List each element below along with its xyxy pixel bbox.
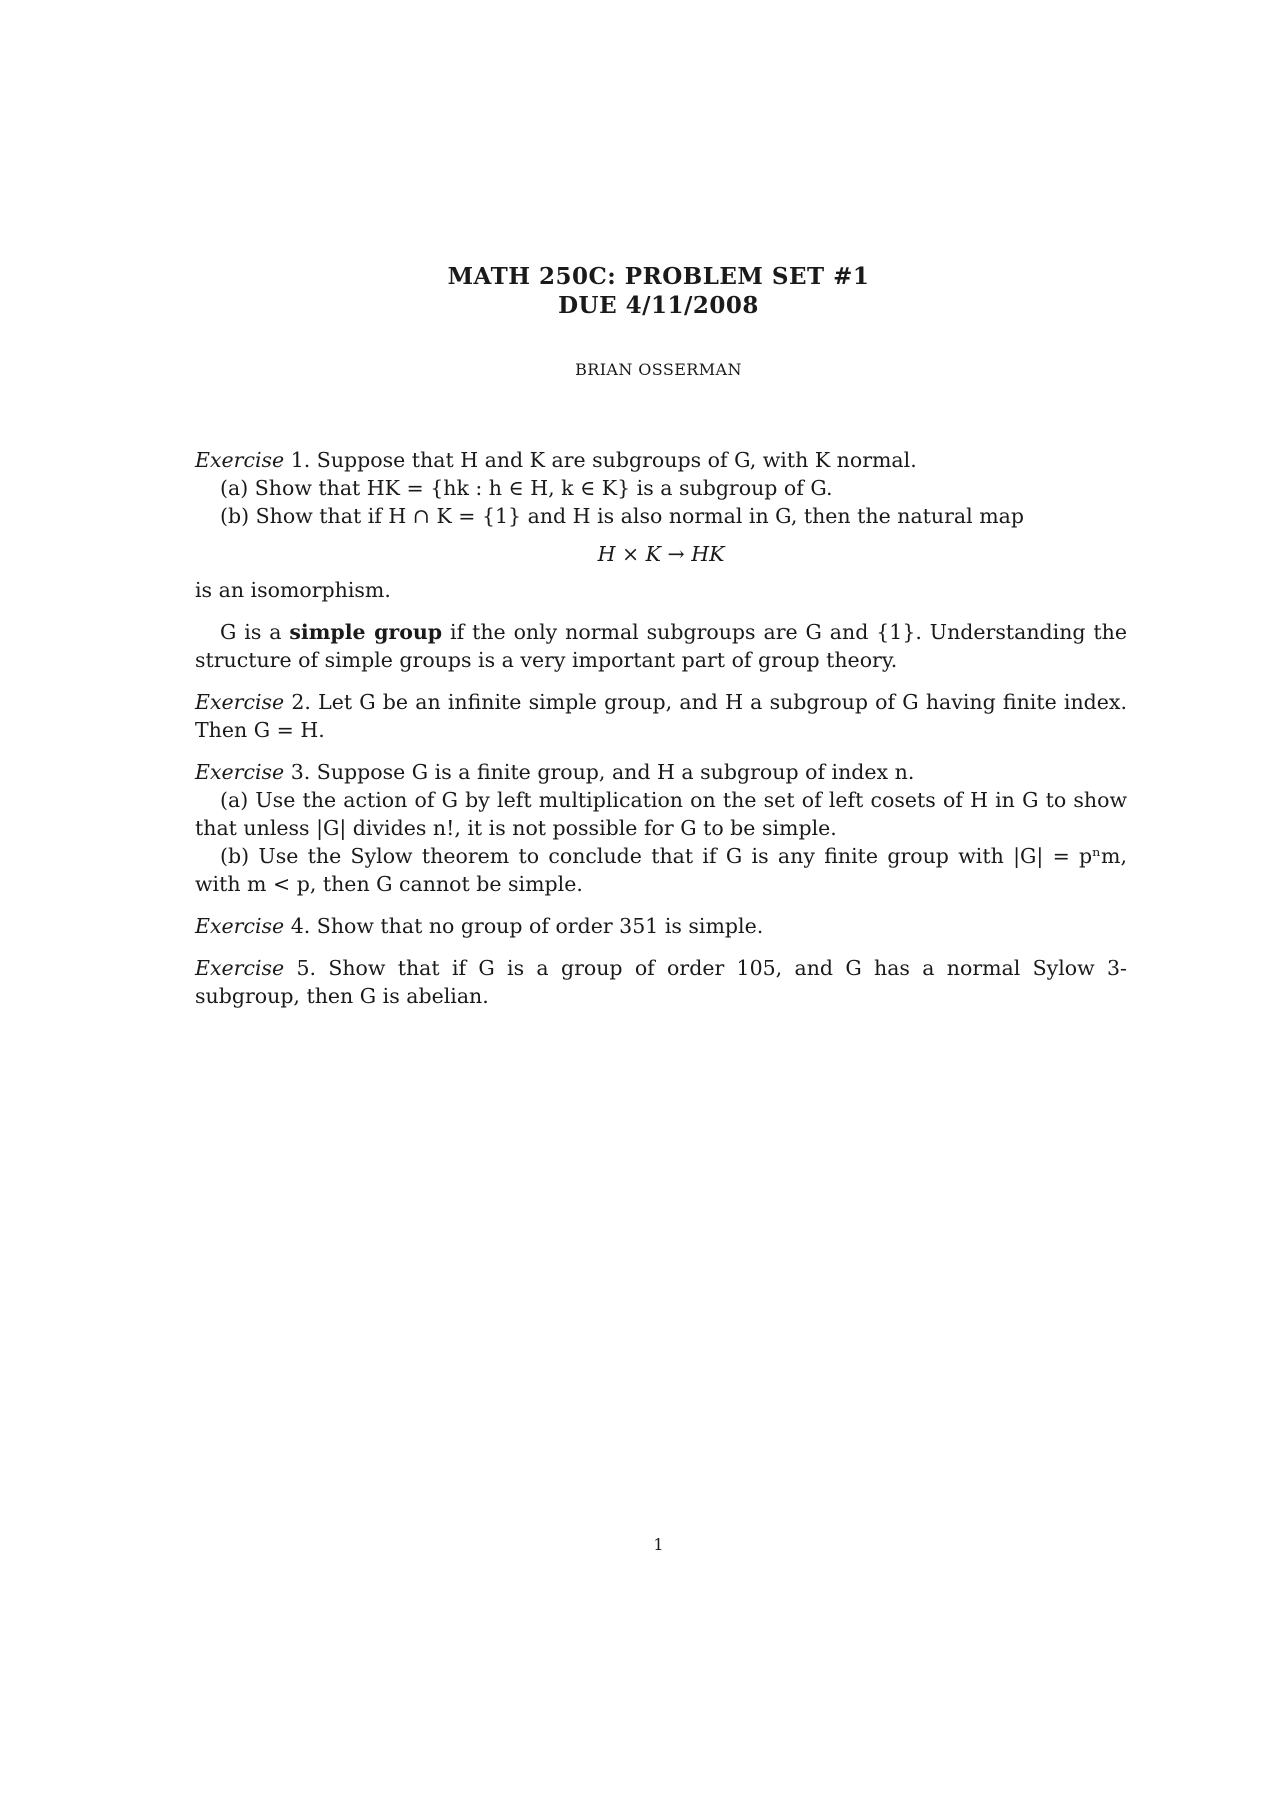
exercise-text: Show that if G is a group of order 105, and G has a normal Sylow 3-subgroup, then G is abelian.: [195, 956, 1127, 1008]
exercise-text: Show that no group of order 351 is simple.: [316, 914, 764, 938]
title-line-2: DUE 4/11/2008: [558, 292, 759, 319]
definition-paragraph: [195, 618, 1127, 674]
title-line-1: MATH 250C: PROBLEM SET #1: [447, 263, 870, 290]
exercise-1-part-a: (a) Show that HK = {hk : h ∈ H, k ∈ K} is a subgroup of G.: [220, 476, 833, 500]
exercise-number: 1.: [290, 448, 311, 472]
exercise-1-conclusion: is an isomorphism.: [195, 578, 391, 602]
page-number: 1: [653, 1535, 664, 1554]
exercise-label: Exercise: [195, 914, 285, 938]
exercise-3-intro: [195, 758, 1127, 786]
exercise-3: [195, 758, 1127, 898]
display-equation: H × K → HK: [597, 542, 725, 566]
document-title: [0, 262, 1280, 320]
exercise-3-part-a: (a) Use the action of G by left multiplication on the set of left cosets of H in G to show that unless |G| divides n!, it is not possible for G to be simple.: [195, 788, 1127, 840]
exercise-text: Suppose G is a finite group, and H a subgroup of index n.: [316, 760, 915, 784]
exercise-number: 2.: [291, 690, 311, 714]
exercise-label: Exercise: [195, 448, 285, 472]
author-name: BRIAN OSSERMAN: [575, 360, 742, 379]
exercise-3-part-b: (b) Use the Sylow theorem to conclude that if G is any finite group with |G| = pⁿm, with m < p, then G cannot be simple.: [195, 844, 1127, 896]
definition-rest: if the only normal subgroups are G and {1}. Understanding the structure of simple groups is a very important part of group theory.: [195, 620, 1127, 672]
exercise-text: Suppose that H and K are subgroups of G, with K normal.: [316, 448, 917, 472]
exercise-4: [195, 912, 1127, 940]
exercise-label: Exercise: [195, 760, 285, 784]
exercise-label: Exercise: [195, 956, 285, 980]
exercise-number: 3.: [290, 760, 311, 784]
exercise-number: 5.: [296, 956, 317, 980]
exercise-text: Let G be an infinite simple group, and H a subgroup of G having finite index. Then G = H.: [195, 690, 1127, 742]
exercise-1-part-b: (b) Show that if H ∩ K = {1} and H is also normal in G, then the natural map: [220, 504, 1024, 528]
definition-term: simple group: [289, 620, 443, 644]
document-body: [195, 446, 1127, 1010]
definition-lead: G is a: [220, 620, 290, 644]
exercise-1: [195, 446, 1127, 604]
exercise-number: 4.: [290, 914, 311, 938]
exercise-label: Exercise: [195, 690, 285, 714]
exercise-1-intro: [195, 446, 1127, 474]
exercise-5: [195, 954, 1127, 1010]
exercise-2: [195, 688, 1127, 744]
